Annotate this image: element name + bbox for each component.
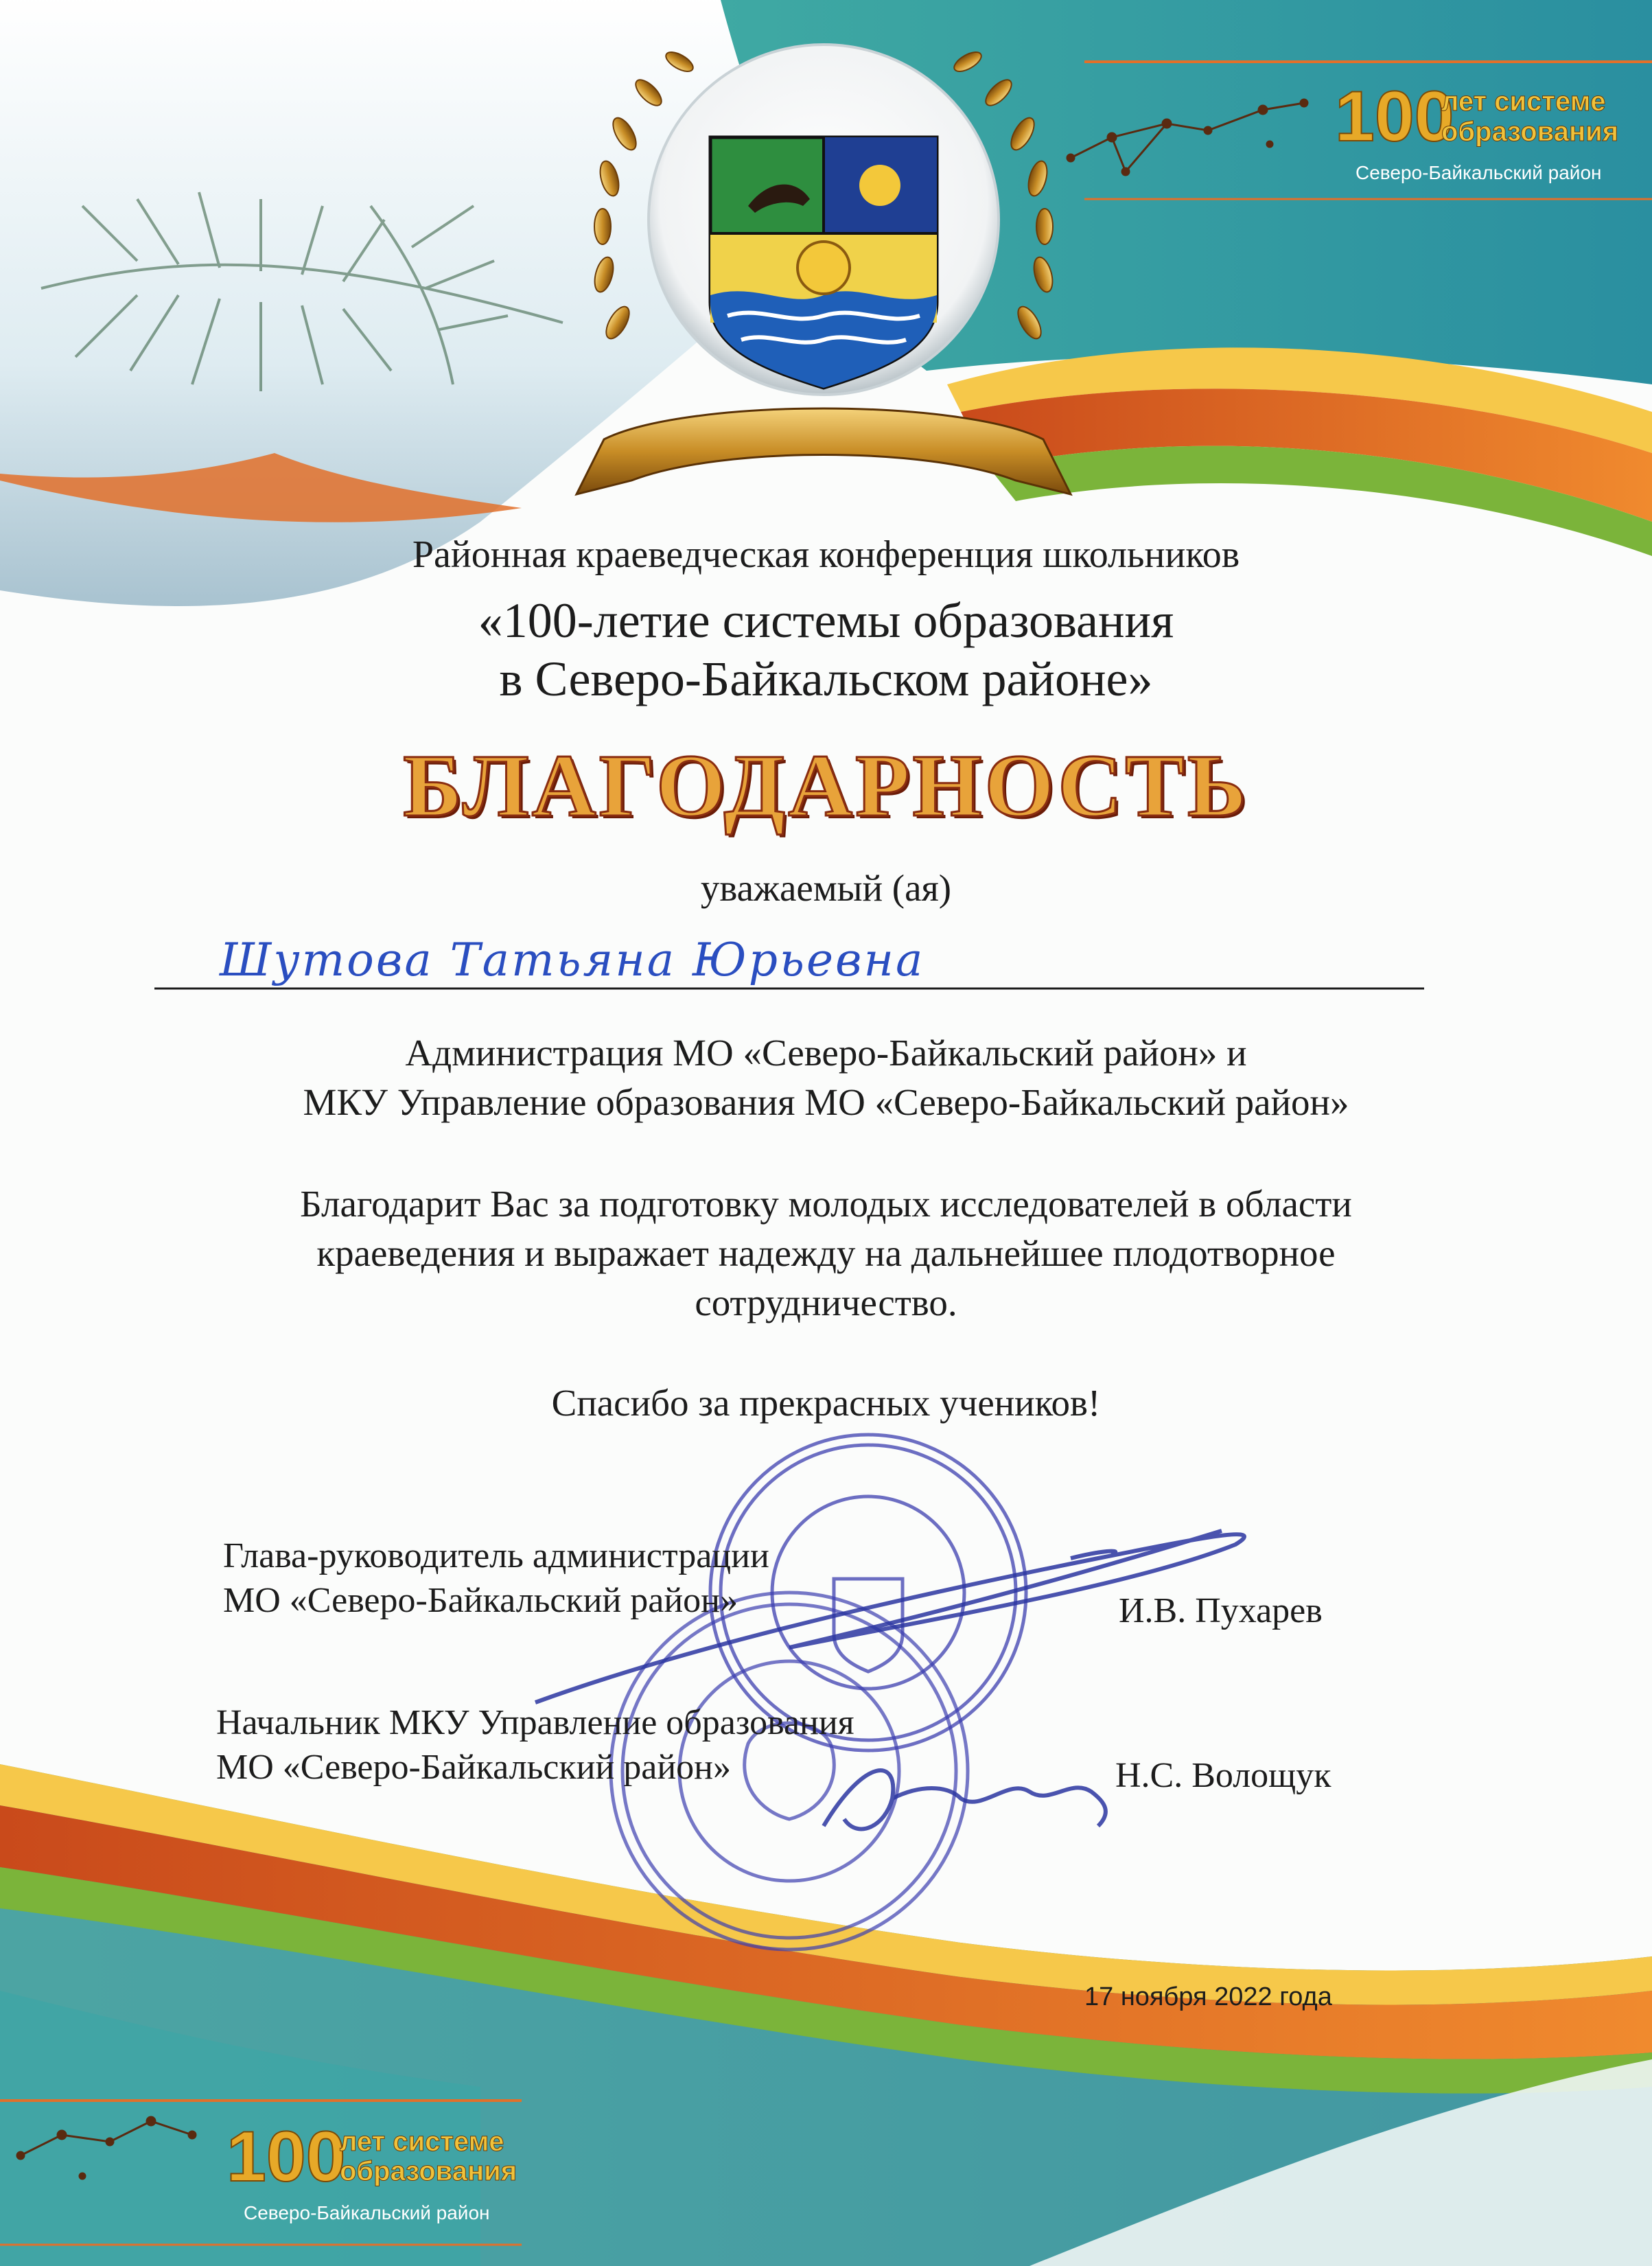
signatory-1-name: И.В. Пухарев xyxy=(1119,1591,1323,1630)
badge-number-top: 100 xyxy=(1335,77,1454,157)
conference-theme-line2: в Северо-Байкальском районе» xyxy=(499,651,1153,706)
signatory-1-title-line1: Глава-руководитель администрации xyxy=(223,1536,769,1575)
thanks-line: Спасибо за прекрасных учеников! xyxy=(551,1382,1101,1424)
message-line1: Благодарит Вас за подготовку молодых исследователей в области xyxy=(300,1183,1352,1225)
message-line3: сотрудничество. xyxy=(695,1282,957,1323)
badge-text-top-1: лет системе xyxy=(1441,86,1606,117)
signatory-2-title-line2: МО «Северо-Байкальский район» xyxy=(216,1748,732,1787)
badge-text-top-2: образования xyxy=(1441,117,1619,147)
badge-subtitle-top: Северо-Байкальский район xyxy=(1356,162,1602,183)
recipient-name: Шутова Татьяна Юрьевна xyxy=(220,934,925,986)
signatory-1-title-line2: МО «Северо-Байкальский район» xyxy=(223,1581,738,1620)
issue-date: 17 ноября 2022 года xyxy=(1084,1982,1332,2011)
salutation: уважаемый (ая) xyxy=(700,867,952,909)
badge-subtitle-bottom: Северо-Байкальский район xyxy=(244,2202,490,2223)
signatory-2-name: Н.С. Волощук xyxy=(1115,1756,1331,1795)
from-line1: Администрация МО «Северо-Байкальский район» и xyxy=(405,1032,1247,1074)
badge-text-bottom-2: образования xyxy=(340,2156,517,2186)
certificate-title: БЛАГОДАРНОСТЬ xyxy=(403,737,1249,835)
from-line2: МКУ Управление образования МО «Северо-Байкальский район» xyxy=(303,1081,1349,1123)
conference-name: Районная краеведческая конференция школьников xyxy=(412,533,1240,576)
signatory-2-title-line1: Начальник МКУ Управление образования xyxy=(216,1703,854,1742)
message-line2: краеведения и выражает надежду на дальнейшее плодотворное xyxy=(316,1232,1336,1274)
badge-text-bottom-1: лет системе xyxy=(340,2127,504,2157)
badge-number-bottom: 100 xyxy=(226,2117,346,2197)
conference-theme-line1: «100-летие системы образования xyxy=(478,593,1174,648)
